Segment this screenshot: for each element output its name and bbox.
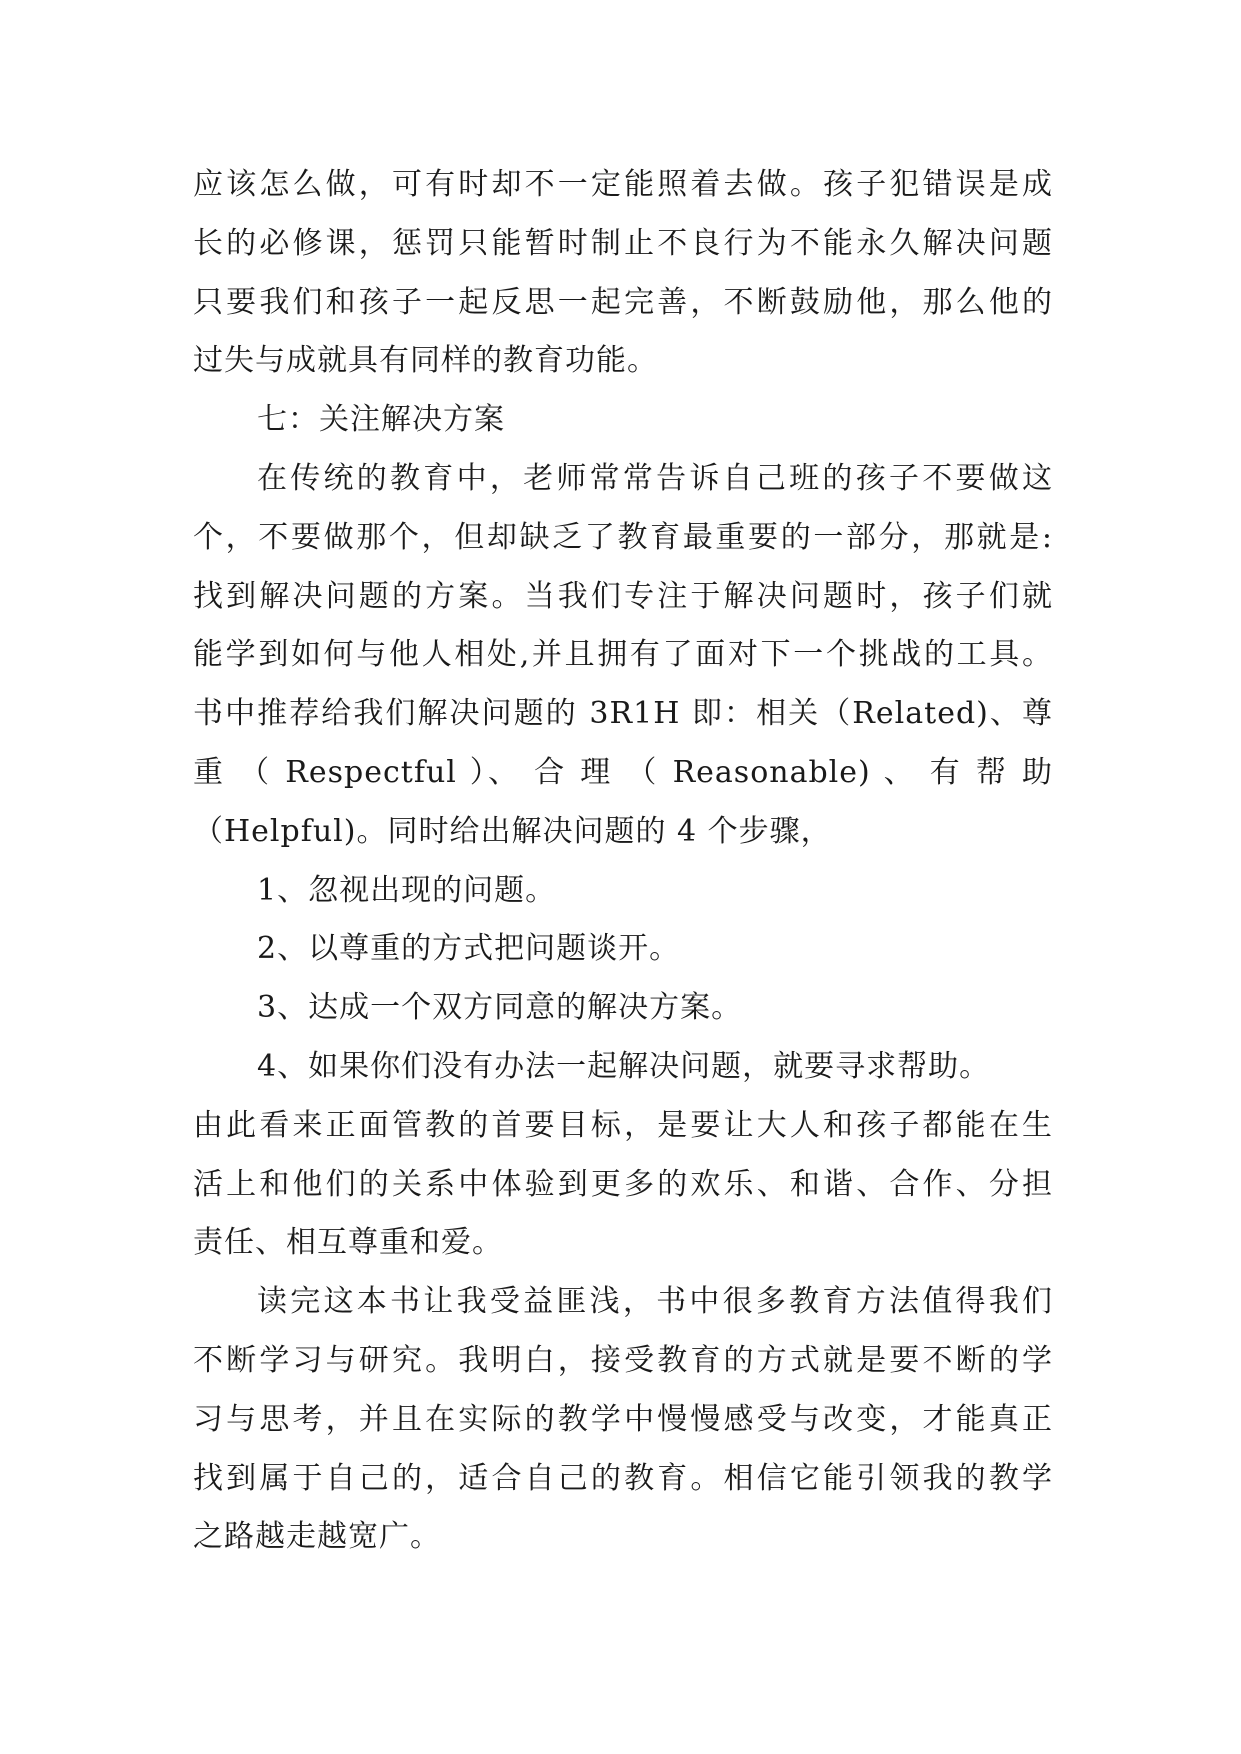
text-line: 能学到如何与他人相处,并且拥有了面对下一个挑战的工具。	[193, 637, 1053, 673]
text-line: 在传统的教育中，老师常常告诉自己班的孩子不要做这	[257, 460, 1053, 496]
list-item: 4、如果你们没有办法一起解决问题，就要寻求帮助。	[257, 1048, 991, 1084]
text-line: 应该怎么做，可有时却不一定能照着去做。孩子犯错误是成	[193, 167, 1053, 202]
text-line: 读完这本书让我受益匪浅，书中很多教育方法值得我们	[257, 1284, 1053, 1320]
text-line: 不断学习与研究。我明白，接受教育的方式就是要不断的学	[193, 1342, 1053, 1378]
list-item: 2、以尊重的方式把问题谈开。	[257, 931, 681, 967]
text-line: 找到解决问题的方案。当我们专注于解决问题时，孩子们就	[193, 578, 1053, 614]
text-line: 由此看来正面管教的首要目标，是要让大人和孩子都能在生	[193, 1107, 1053, 1143]
list-item: 3、达成一个双方同意的解决方案。	[257, 990, 743, 1026]
body-text	[193, 156, 1053, 1567]
text-line: 之路越走越宽广。	[193, 1519, 441, 1555]
list-item: 1、忽视出现的问题。	[257, 872, 557, 908]
text-line: 书中推荐给我们解决问题的 3R1H 即：相关（Related)、尊	[193, 696, 1053, 732]
text-line: 习与思考，并且在实际的教学中慢慢感受与改变，才能真正	[193, 1401, 1053, 1437]
text-line: 长的必修课，惩罚只能暂时制止不良行为不能永久解决问题	[193, 225, 1053, 261]
text-line: 重 （ Respectful ）、 合 理 （ Reasonable) 、 有 帮 助	[193, 754, 1053, 790]
text-line: （Helpful)。同时给出解决问题的 4 个步骤，	[193, 813, 832, 849]
section-heading: 七：关注解决方案	[257, 402, 505, 438]
text-line: 只要我们和孩子一起反思一起完善，不断鼓励他，那么他的	[193, 284, 1053, 320]
text-line: 责任、相互尊重和爱。	[193, 1225, 503, 1261]
text-line: 活上和他们的关系中体验到更多的欢乐、和谐、合作、分担	[193, 1166, 1053, 1202]
text-line: 个，不要做那个，但却缺乏了教育最重要的一部分，那就是:	[193, 519, 1053, 555]
text-line: 过失与成就具有同样的教育功能。	[193, 343, 658, 379]
text-line: 找到属于自己的，适合自己的教育。相信它能引领我的教学	[193, 1460, 1053, 1496]
